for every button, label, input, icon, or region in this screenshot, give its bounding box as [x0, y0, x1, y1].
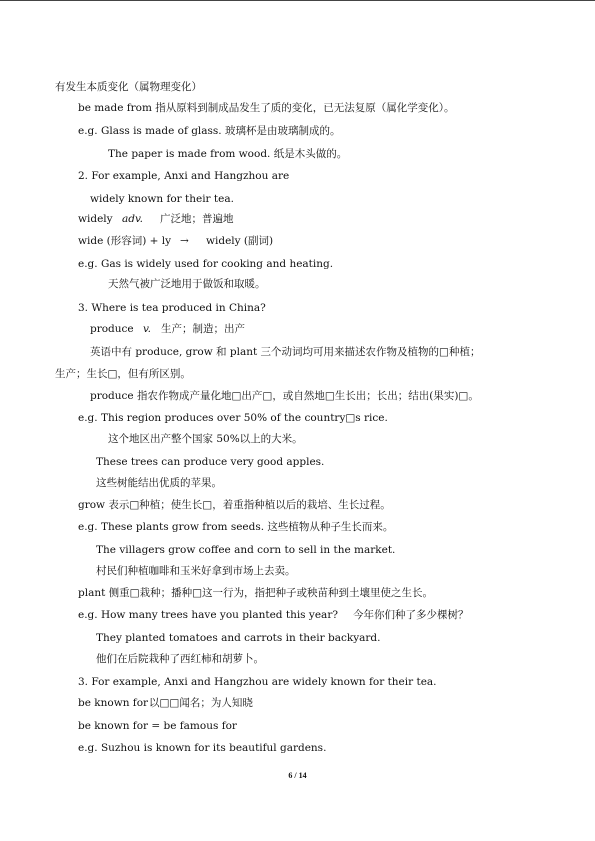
text-line: plant 侧重□栽种；播种□这一行为，指把种子或秧苗种到土壤里使之生长。 — [78, 587, 433, 599]
part-of-speech: v. — [143, 323, 152, 335]
text-line: e.g. Gas is widely used for cooking and heating. — [78, 258, 334, 270]
text-line: 2. For example, Anxi and Hangzhou are — [78, 170, 290, 182]
vocab-word: produce — [90, 323, 134, 335]
text-line: 3. Where is tea produced in China? — [78, 302, 266, 314]
text-line: 今年你们种了多少棵树？ — [353, 609, 469, 621]
text-line: These trees can produce very good apples. — [96, 456, 325, 468]
text-line: wide (形容词) + ly — [78, 235, 172, 247]
text-line: 这个地区出产整个国家 50%以上的大米。 — [108, 433, 303, 445]
text-line: 3. For example, Anxi and Hangzhou are widely known for their tea. — [78, 676, 437, 688]
vocab-meaning: 生产；制造；出产 — [161, 323, 245, 335]
text-line: e.g. Suzhou is known for its beautiful gardens. — [78, 742, 327, 754]
text-line: grow 表示□种植；使生长□，着重指种植以后的栽培、生长过程。 — [78, 499, 391, 511]
part-of-speech: adv. — [122, 213, 144, 225]
vocab-meaning: 广泛地；普遍地 — [160, 213, 234, 225]
text-line: The villagers grow coffee and corn to sell in the market. — [96, 544, 396, 556]
text-line: be known for = be famous for — [78, 720, 237, 732]
page-top-border — [0, 0, 595, 1]
text-line: produce 指农作物成产量化地□出产□，或自然地□生长出；长出；结出(果实)□。 — [90, 390, 479, 402]
text-line: The paper is made from wood. 纸是木头做的。 — [108, 148, 348, 160]
vocab-word: be known for — [78, 697, 149, 709]
text-line: 村民们种植咖啡和玉米好拿到市场上去卖。 — [96, 565, 296, 577]
arrow-symbol: → — [180, 235, 189, 247]
text-line: 英语中有 produce, grow 和 plant 三个动词均可用来描述农作物及植物的□种植； — [90, 346, 481, 358]
text-line: be made from 指从原料到制成品发生了质的变化，已无法复原（属化学变化）。 — [78, 102, 455, 114]
text-line: 有发生本质变化（属物理变化） — [55, 81, 202, 93]
text-line: e.g. This region produces over 50% of the country□s rice. — [78, 412, 388, 424]
text-line: e.g. Glass is made of glass. 玻璃杯是由玻璃制成的。 — [78, 125, 341, 137]
text-line: 他们在后院栽种了西红柿和胡萝卜。 — [96, 653, 264, 665]
vocab-meaning: 以□□闻名；为人知晓 — [149, 697, 253, 709]
text-line: 生产；生长□，但有所区别。 — [55, 368, 191, 380]
text-line: e.g. How many trees have you planted this year? — [78, 609, 338, 621]
text-line: They planted tomatoes and carrots in their backyard. — [96, 632, 381, 644]
text-line: 这些树能结出优质的苹果。 — [96, 477, 222, 489]
text-line: widely (副词) — [206, 235, 274, 247]
page-number: 6 / 14 — [288, 771, 307, 780]
vocab-word: widely — [78, 213, 113, 225]
text-line: widely known for their tea. — [90, 193, 234, 205]
text-line: e.g. These plants grow from seeds. 这些植物从种子生长而来。 — [78, 521, 394, 533]
text-line: 天然气被广泛地用于做饭和取暖。 — [108, 278, 266, 290]
